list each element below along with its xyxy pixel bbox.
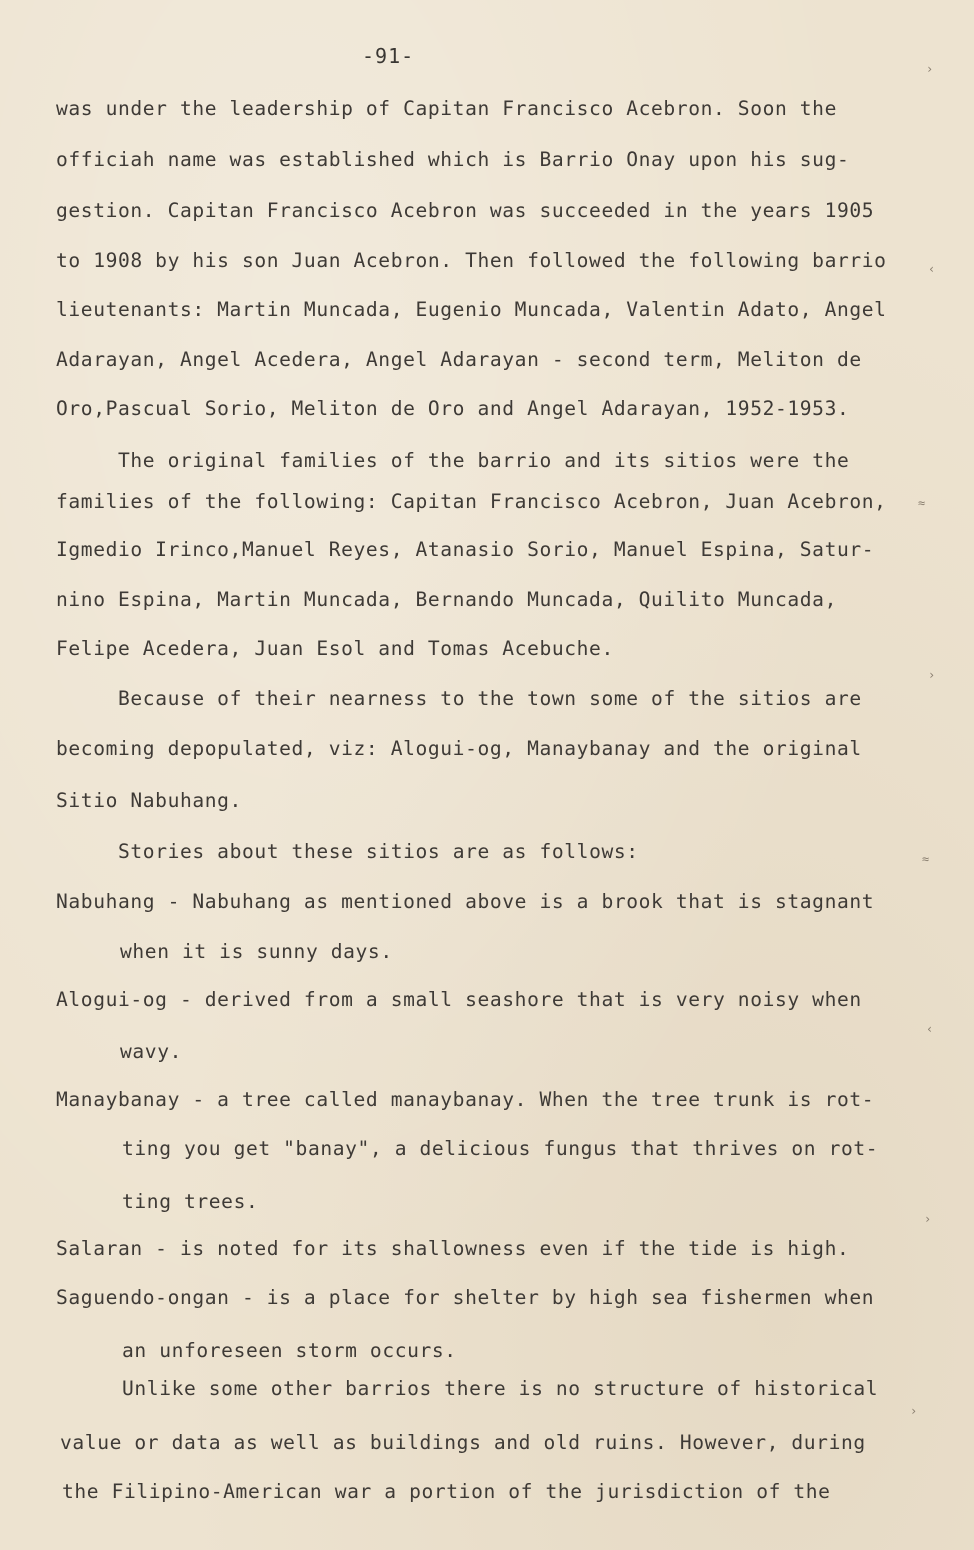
- text-line-13: Because of their nearness to the town some of the sitios are: [118, 687, 862, 710]
- text-line-6: Adarayan, Angel Acedera, Angel Adarayan - second term, Meliton de: [56, 348, 862, 371]
- margin-mark: ›: [926, 62, 934, 76]
- text-line-26: an unforeseen storm occurs.: [122, 1339, 457, 1362]
- text-line-20: wavy.: [120, 1040, 182, 1063]
- text-line-22: ting you get "banay", a delicious fungus that thrives on rot-: [122, 1137, 879, 1160]
- text-line-4: to 1908 by his son Juan Acebron. Then followed the following barrio: [56, 249, 887, 272]
- margin-mark: ›: [924, 1212, 932, 1226]
- text-line-1: was under the leadership of Capitan Francisco Acebron. Soon the: [56, 97, 837, 120]
- text-line-29: the Filipino-American war a portion of the jurisdiction of the: [62, 1480, 831, 1503]
- text-line-2: officiah name was established which is Barrio Onay upon his sug-: [56, 148, 850, 171]
- text-line-16: Stories about these sitios are as follows:: [118, 840, 639, 863]
- text-line-18: when it is sunny days.: [120, 940, 393, 963]
- margin-mark: ›: [910, 1404, 918, 1418]
- margin-mark: ≈: [918, 496, 926, 510]
- margin-mark: ‹: [928, 262, 936, 276]
- margin-mark: ‹: [926, 1022, 934, 1036]
- text-line-21: Manaybanay - a tree called manaybanay. When the tree trunk is rot-: [56, 1088, 875, 1111]
- text-line-12: Felipe Acedera, Juan Esol and Tomas Acebuche.: [56, 637, 614, 660]
- text-line-11: nino Espina, Martin Muncada, Bernando Muncada, Quilito Muncada,: [56, 588, 837, 611]
- text-line-24: Salaran - is noted for its shallowness even if the tide is high.: [56, 1237, 850, 1260]
- text-line-14: becoming depopulated, viz: Alogui-og, Manaybanay and the original: [56, 737, 862, 760]
- page-number: -91-: [362, 44, 415, 68]
- text-line-9: families of the following: Capitan Francisco Acebron, Juan Acebron,: [56, 490, 887, 513]
- text-line-19: Alogui-og - derived from a small seashore that is very noisy when: [56, 988, 862, 1011]
- text-line-23: ting trees.: [122, 1190, 259, 1213]
- text-line-3: gestion. Capitan Francisco Acebron was succeeded in the years 1905: [56, 199, 875, 222]
- text-line-7: Oro,Pascual Sorio, Meliton de Oro and Angel Adarayan, 1952-1953.: [56, 397, 850, 420]
- text-line-28: value or data as well as buildings and old ruins. However, during: [60, 1431, 866, 1454]
- text-line-25: Saguendo-ongan - is a place for shelter by high sea fishermen when: [56, 1286, 875, 1309]
- text-line-15: Sitio Nabuhang.: [56, 789, 242, 812]
- text-line-8: The original families of the barrio and its sitios were the: [118, 449, 850, 472]
- text-line-17: Nabuhang - Nabuhang as mentioned above is a brook that is stagnant: [56, 890, 875, 913]
- margin-mark: ›: [928, 668, 936, 682]
- text-line-27: Unlike some other barrios there is no structure of historical: [122, 1377, 879, 1400]
- text-line-10: Igmedio Irinco,Manuel Reyes, Atanasio Sorio, Manuel Espina, Satur-: [56, 538, 875, 561]
- margin-mark: ≈: [922, 852, 930, 866]
- text-line-5: lieutenants: Martin Muncada, Eugenio Muncada, Valentin Adato, Angel: [56, 298, 887, 321]
